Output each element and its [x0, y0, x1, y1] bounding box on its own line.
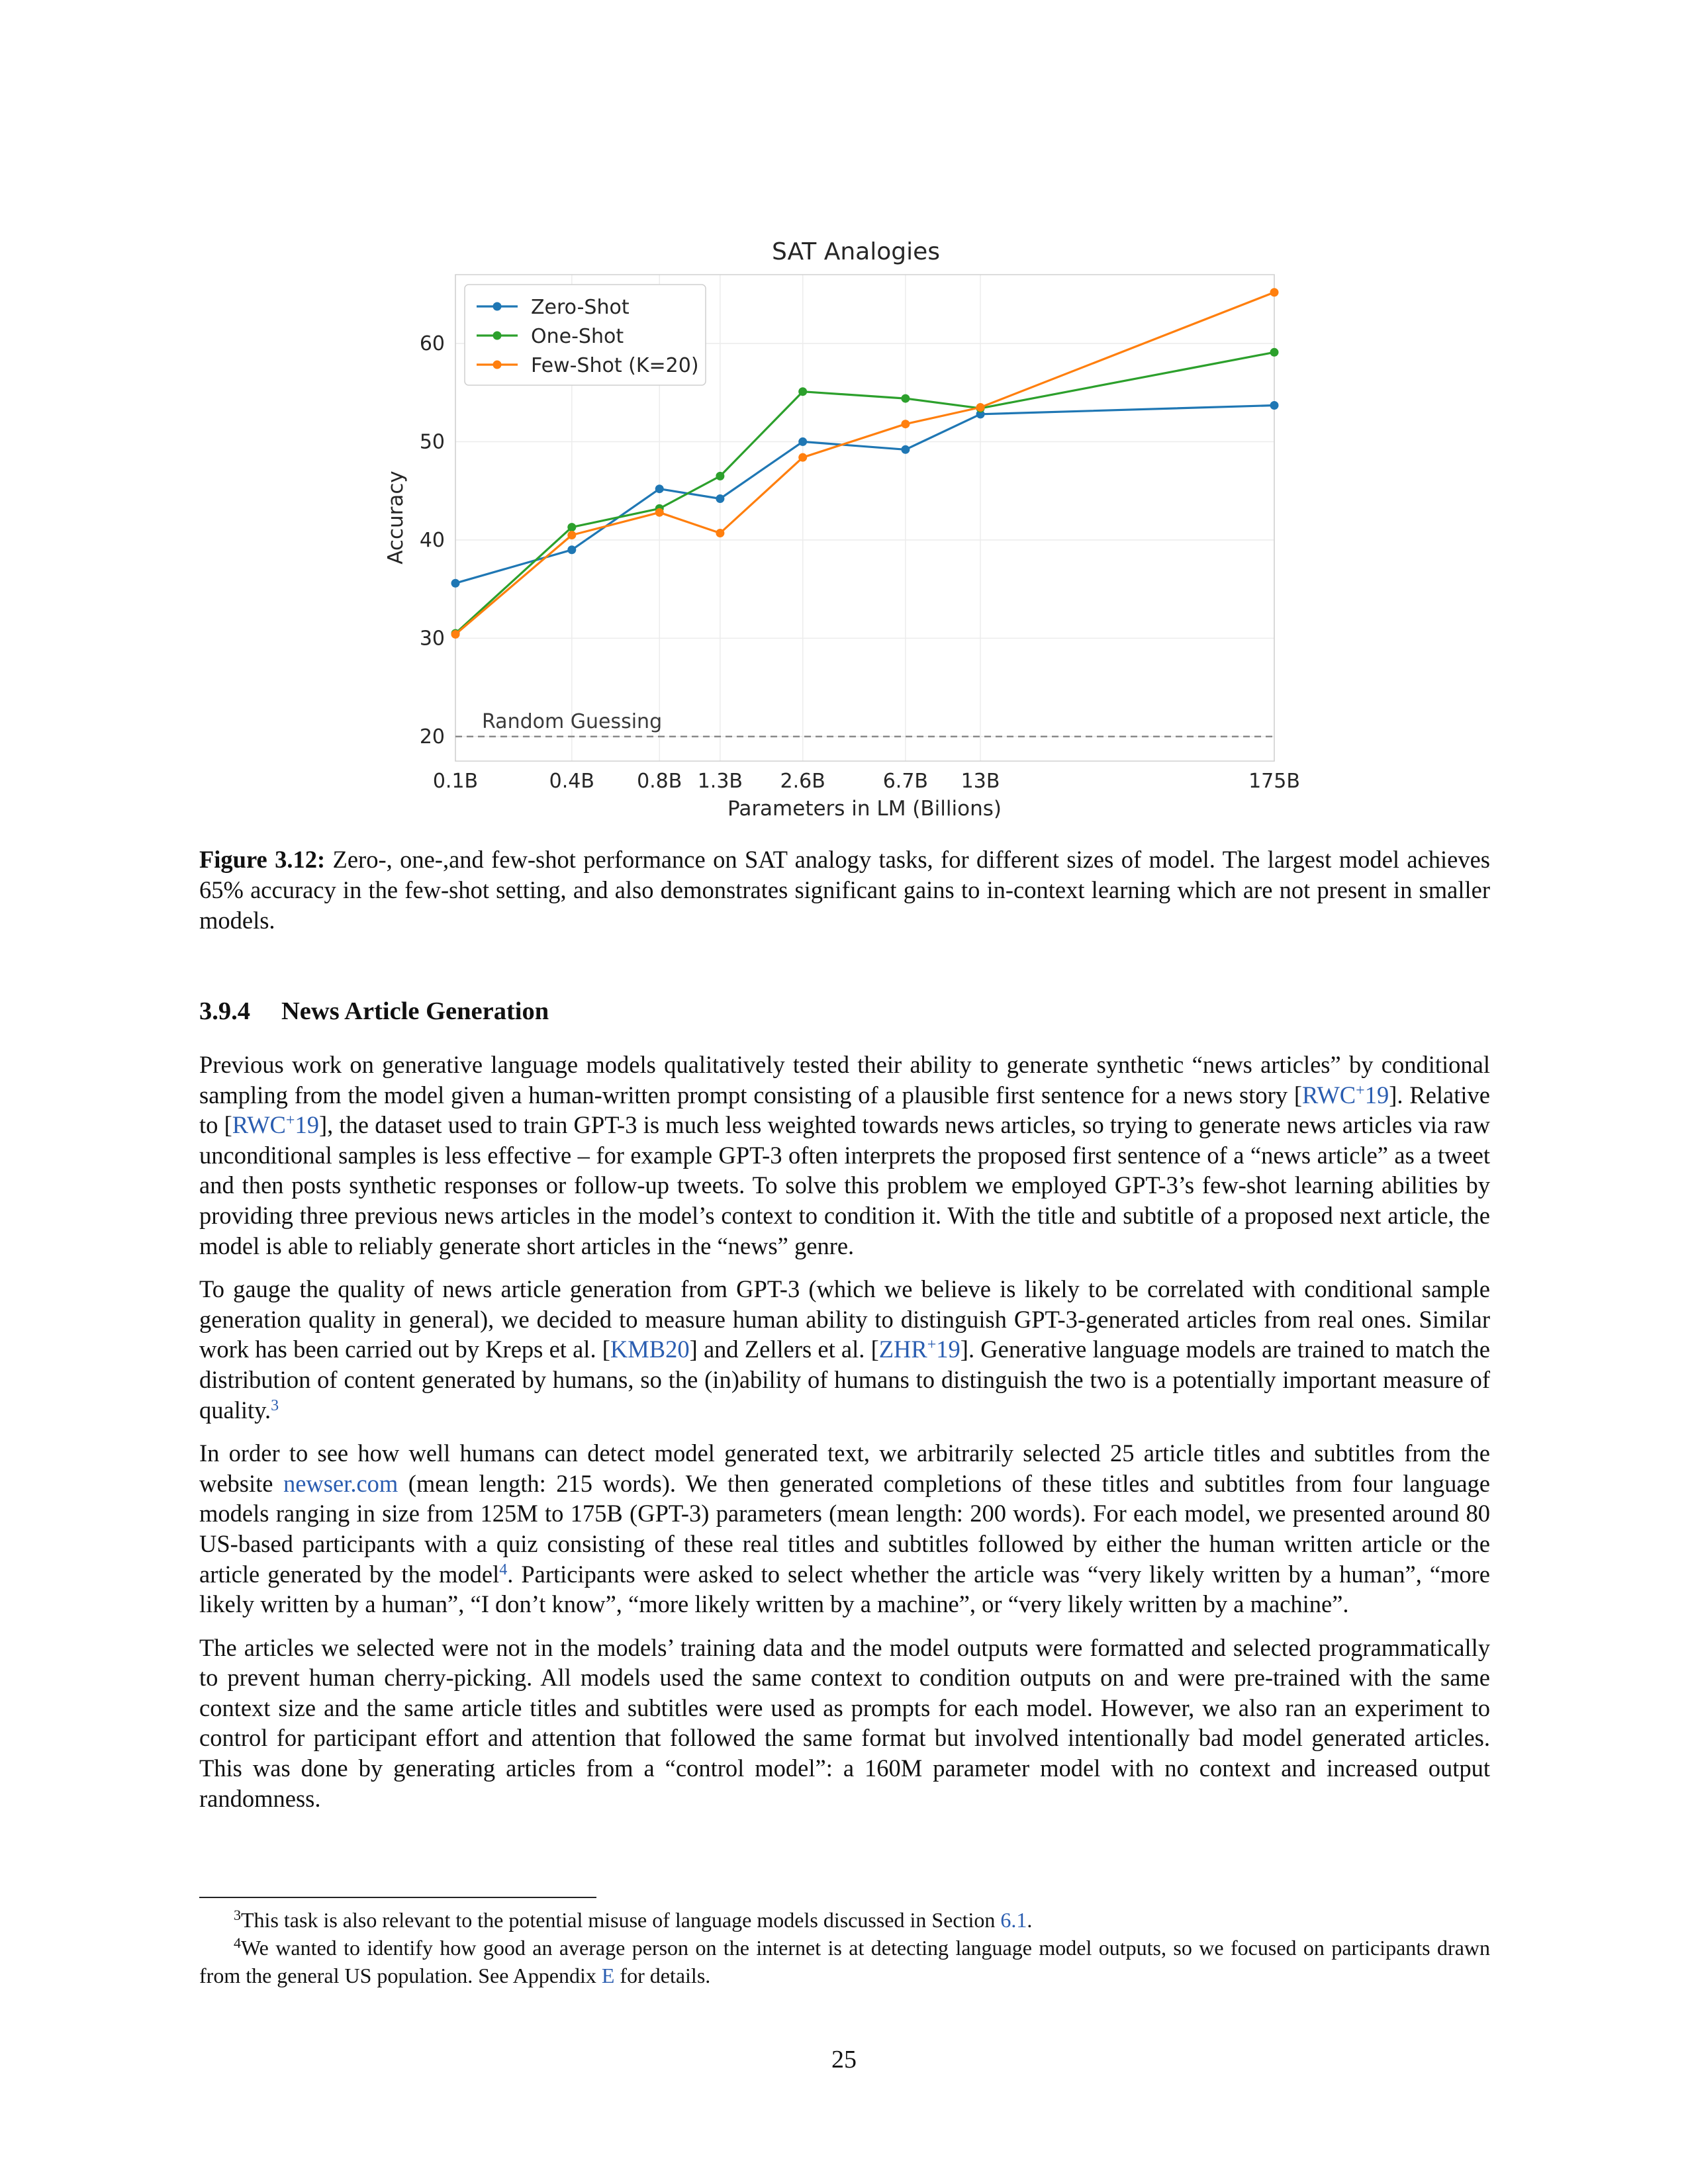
data-point-one-shot: [716, 472, 724, 480]
footnote-marker: 3: [234, 1907, 241, 1923]
x-tick-label: 2.6B: [780, 770, 825, 793]
data-point-zero-shot: [451, 579, 460, 588]
citation-link-zhr19[interactable]: ZHR+19: [878, 1336, 961, 1363]
citation-link-kmb20[interactable]: KMB20: [610, 1336, 690, 1363]
text-run: . Participants were asked to select whether the article was “very likely written by a human”, “more likely written by a human”, “I don’t know”, “more likely written by a machine”, or “very likely written by a machine”.: [199, 1560, 1490, 1618]
data-point-few-shot-k-20: [1270, 288, 1279, 296]
text-run: ], the dataset used to train GPT-3 is much less weighted towards news articles, so trying to generate news articles via raw unconditional samples is less effective – for example GPT-3 often interprets the proposed first sentence of a “news article” as a tweet and then posts synthetic responses or follow-up tweets. To solve this problem we employed GPT-3’s few-shot learning abilities by providing three previous news articles in the model’s context to condition it. With the title and subtitle of a proposed next article, the model is able to reliably generate short articles in the “news” genre.: [199, 1111, 1490, 1259]
data-point-zero-shot: [798, 437, 807, 446]
paragraph-3: [199, 1438, 1490, 1619]
text-run: ] and Zellers et al. [: [689, 1336, 879, 1363]
chart-legend: [465, 285, 706, 385]
x-tick-label: 0.1B: [432, 770, 479, 793]
chart-title: SAT Analogies: [771, 238, 941, 265]
appendix-link-e[interactable]: E: [601, 1964, 615, 1987]
random-guessing-label: Random Guessing: [482, 710, 663, 733]
data-point-few-shot-k-20: [451, 630, 460, 639]
footnote-text: .: [1027, 1908, 1033, 1932]
section-link-6-1[interactable]: 6.1: [1000, 1908, 1027, 1932]
citation-link-rwc19[interactable]: RWC+19: [232, 1111, 319, 1139]
footnote-4: [199, 1934, 1490, 1989]
data-point-few-shot-k-20: [716, 529, 724, 537]
data-point-zero-shot: [716, 494, 724, 503]
x-tick-label: 6.7B: [882, 770, 929, 793]
footnote-ref-4[interactable]: 4: [499, 1561, 508, 1578]
data-point-few-shot-k-20: [567, 531, 576, 539]
text-run: Previous work on generative language models qualitatively tested their ability to generate synthetic “news articles” by conditional sampling from the model given a human-written prompt consisting of a plausible first sentence for a news story [: [199, 1051, 1490, 1109]
data-point-one-shot: [798, 387, 807, 396]
body-text: [199, 1050, 1490, 1827]
paragraph-4: The articles we selected were not in the models’ training data and the model outputs were formatted and selected programmatically to prevent human cherry-picking. All models used the same context to condition outputs on and were pre-trained with the same context size and the same article titles and subtitles were used as prompts for each model. However, we also ran an experiment to control for participant effort and attention that followed the same format but involved intentionally bad model generated articles. This was done by generating articles from a “control model”: a 160M parameter model with no context and increased output randomness.: [199, 1633, 1490, 1812]
legend-label: Few-Shot (K=20): [531, 354, 699, 377]
data-point-zero-shot: [655, 484, 664, 493]
legend-label: Zero-Shot: [531, 296, 630, 319]
page-number: 25: [831, 2046, 857, 2073]
text-run: To gauge the quality of news article generation from GPT-3 (which we believe is likely to be correlated with conditional sample generation quality in general), we decided to measure human ability to distinguish GPT-3-generated articles from real ones. Similar work has been carried out by Kreps et al. [: [199, 1275, 1490, 1363]
data-point-few-shot-k-20: [901, 420, 910, 428]
figure-caption-text: Zero-, one-,and few-shot performance on SAT analogy tasks, for different sizes of model. The largest model achieves 65% accuracy in the few-shot setting, and also demonstrates significant gains to in-context learning which are not present in smaller models.: [199, 846, 1490, 934]
footnote-3: [199, 1906, 1490, 1934]
data-point-few-shot-k-20: [976, 403, 985, 412]
series-zero-shot: [451, 401, 1279, 588]
section-heading: [199, 997, 549, 1026]
legend-swatch-marker: [493, 332, 502, 340]
footnote-text: We wanted to identify how good an average person on the internet is at detecting language model outputs, so we focused on participants drawn from the general US population. See Appendix: [199, 1936, 1490, 1987]
figure-caption-label: Figure 3.12:: [199, 846, 326, 873]
section-title: News Article Generation: [281, 997, 549, 1025]
footnote-text: This task is also relevant to the potential misuse of language models discussed in Section: [241, 1908, 1001, 1932]
x-tick-label: 175B: [1248, 770, 1300, 793]
data-point-zero-shot: [901, 445, 910, 454]
y-tick-label: 20: [419, 725, 445, 749]
x-tick-label: 0.8B: [637, 770, 682, 793]
text-run: In order to see how well humans can detect model generated text, we arbitrarily selected 25 article titles and subtitles from the website: [199, 1439, 1490, 1497]
paragraph-2: [199, 1274, 1490, 1425]
y-tick-label: 50: [419, 430, 445, 454]
paragraph-1: [199, 1050, 1490, 1261]
series-line-zero-shot: [455, 406, 1274, 584]
footnote-ref-3[interactable]: 3: [271, 1396, 279, 1414]
x-tick-label: 1.3B: [697, 770, 743, 793]
citation-link-rwc19[interactable]: RWC+19: [1302, 1081, 1389, 1109]
legend-swatch-marker: [493, 302, 502, 311]
x-tick-label: 13B: [961, 770, 1000, 793]
text-run: (mean length: 215 words). We then generated completions of these titles and subtitles from four language models ranging in size from 125M to 175B (GPT-3) parameters (mean length: 200 words). For each model, we presented around 80 US-based participants with a quiz consisting of these real titles and subtitles followed by either the human written article or the article generated by the model: [199, 1469, 1490, 1588]
legend-label: One-Shot: [531, 325, 624, 348]
figure-caption: [199, 844, 1490, 936]
data-point-few-shot-k-20: [655, 508, 664, 517]
text-run: ]. Generative language models are trained to match the distribution of content generated by humans, so the (in)ability of humans to distinguish the two is a potentially important measure of quality.: [199, 1336, 1490, 1424]
text-run: ]. Relative to [: [199, 1081, 1490, 1139]
x-tick-label: 0.4B: [549, 770, 594, 793]
y-tick-label: 30: [419, 627, 445, 651]
legend-swatch-marker: [493, 361, 502, 369]
data-point-zero-shot: [567, 545, 576, 554]
data-point-zero-shot: [1270, 401, 1279, 410]
data-point-one-shot: [901, 394, 910, 403]
newser-link[interactable]: newser.com: [283, 1469, 399, 1497]
y-tick-label: 40: [419, 528, 445, 552]
series-line-one-shot: [455, 352, 1274, 633]
data-point-one-shot: [567, 523, 576, 531]
series-one-shot: [451, 348, 1279, 638]
sat-analogies-chart: [371, 232, 1311, 827]
data-point-few-shot-k-20: [798, 453, 807, 462]
footnote-rule: [199, 1897, 596, 1898]
x-axis-label: Parameters in LM (Billions): [727, 797, 1002, 821]
y-tick-label: 60: [419, 332, 445, 355]
y-axis-label: Accuracy: [384, 471, 408, 565]
footnote-marker: 4: [234, 1934, 241, 1951]
data-point-one-shot: [1270, 348, 1279, 357]
section-number: 3.9.4: [199, 997, 250, 1025]
footnote-text: for details.: [614, 1964, 711, 1987]
